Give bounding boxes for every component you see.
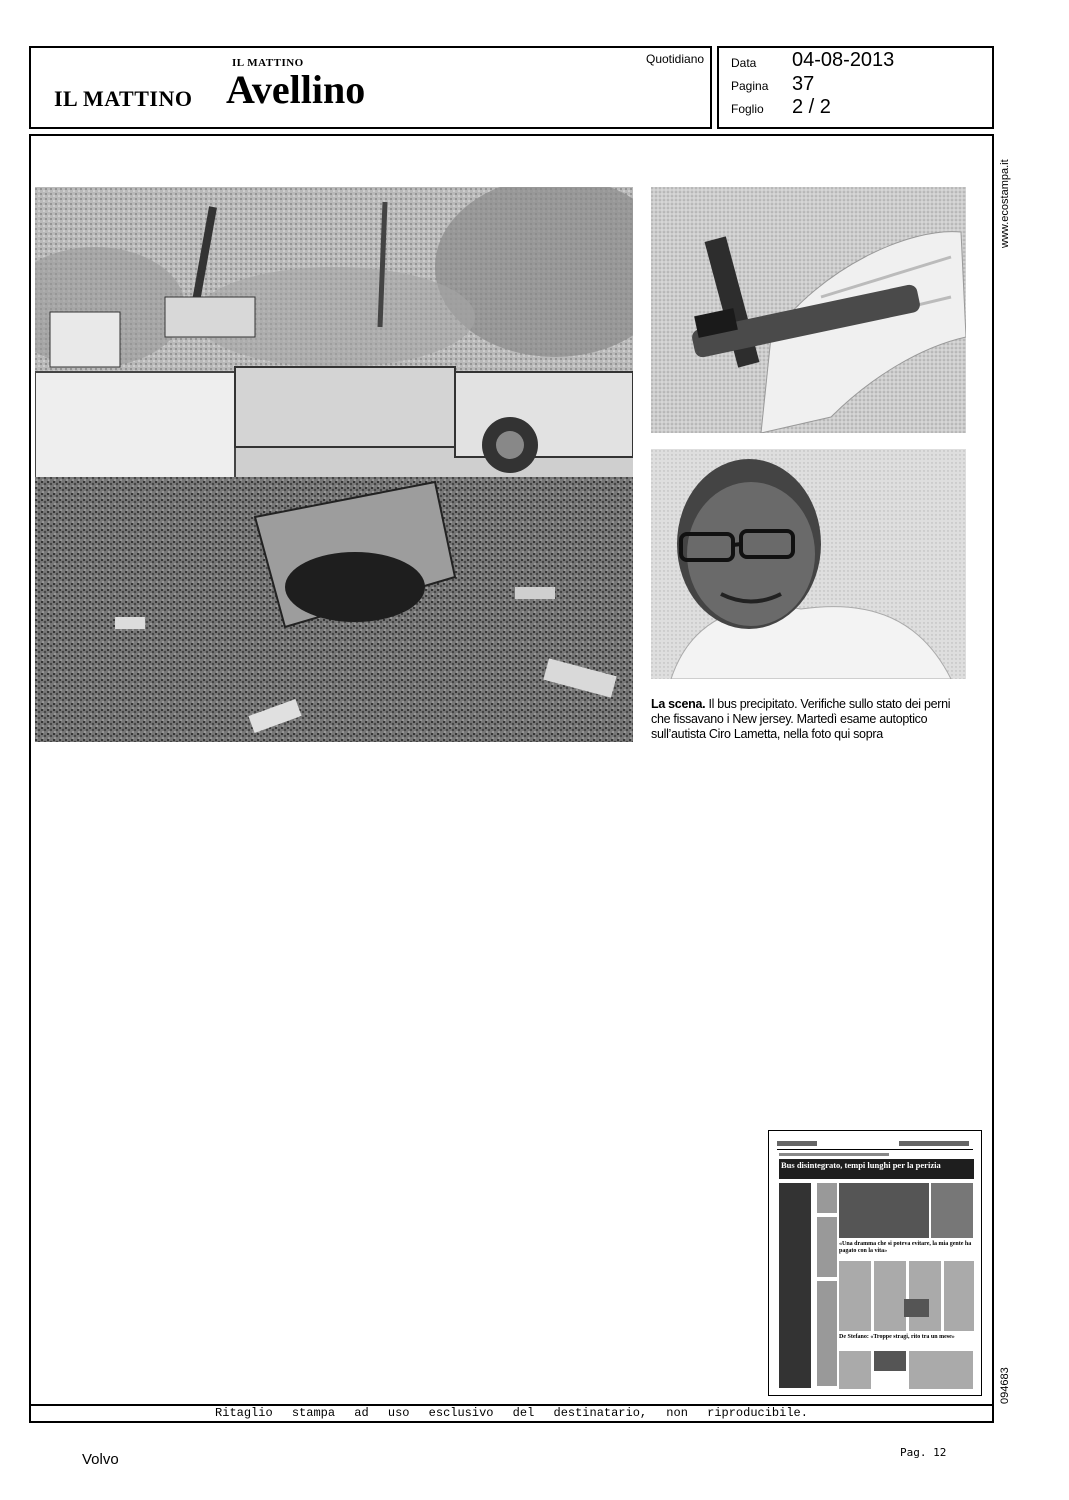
client-name: Volvo <box>82 1451 119 1468</box>
small-logo: IL MATTINO <box>232 57 304 69</box>
thumb-subhead-1: «Una dramma che si poteva evitare, la mia gente ha pagato con la vita» <box>839 1241 974 1255</box>
page-number: Pag. 12 <box>900 1446 947 1459</box>
photo-caption <box>651 697 971 742</box>
website-side-text: www.ecostampa.it <box>999 159 1011 248</box>
caption-text: Il bus precipitato. Verifiche sullo stato dei perni che fissavano i New jersey. Martedì esame autoptico sull’autista Ciro Lametta, nella foto qui sopra <box>651 697 951 741</box>
foglio-label: Foglio <box>731 102 764 116</box>
driver-portrait-photo <box>651 449 966 679</box>
code-side-text: 094683 <box>999 1367 1011 1404</box>
thumb-subhead-2: De Stefano: «Troppe stragi, rito tra un mese» <box>839 1334 974 1341</box>
logo-il-mattino: IL MATTINO <box>54 86 193 111</box>
copyright-notice: Ritaglio stampa ad uso esclusivo del destinatario, non riproducibile. <box>215 1406 808 1420</box>
foglio-value: 2 / 2 <box>792 96 831 118</box>
data-label: Data <box>731 56 757 70</box>
bolt-in-hand-photo <box>651 187 966 433</box>
pagina-label: Pagina <box>731 79 769 93</box>
publication-type: Quotidiano <box>646 52 705 66</box>
crash-scene-photo <box>35 187 633 742</box>
pagina-value: 37 <box>792 73 815 95</box>
page-thumbnail <box>768 1130 982 1396</box>
logo-city: Avellino <box>226 67 366 112</box>
thumb-headline: Bus disintegrato, tempi lunghi per la perizia <box>781 1160 941 1170</box>
data-value: 04-08-2013 <box>792 49 895 71</box>
caption-lead: La scena. <box>651 697 706 711</box>
